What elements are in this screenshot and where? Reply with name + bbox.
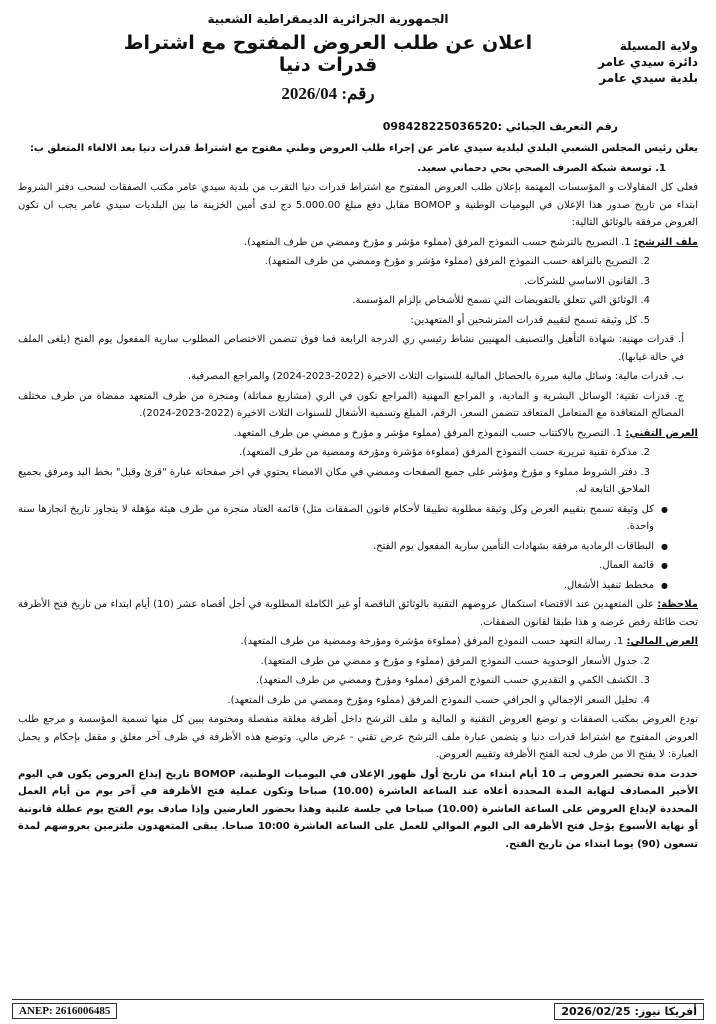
- tax-id: رقم التعريف الجبائي :098428225036520: [382, 120, 618, 133]
- candidature-item-5: 5. كل وثيقة تسمح لتقييم قدرات المترشحين أو المتعهدين:: [410, 314, 650, 326]
- technical-item-2: 2. مذكرة تقنية تبريرية حسب النموذج المرفق (مملوءة مؤشرة ومؤرخة وممضية من طرف المتعهد).: [239, 447, 650, 458]
- intro-text: يعلن رئيس المجلس الشعبي البلدي لبلدية سيدي عامر عن إجراء طلب العروض وطني مفتوح مع اشتراط قدرات دنيا بعد الالغاء المتعلق ب:: [29, 143, 698, 154]
- invitation-text: فعلى كل المقاولات و المؤسسات المهتمة بإعلان طلب العروض المفتوح مع اشتراط قدرات دنيا التقرب من بلدية سيدي عامر مكتب الصفقات لسحب دفتر الشروط ابتداء من تاريخ صدور هذا الإعلان في اليوميات الوطنية و BOMOP مقابل دفع مبلغ 5.000.00 دج لدى أمين الخزينة ما بين البلديات سيدي عامر يجب ان تكون العروض مرفقة بالوثائق التالية:: [18, 182, 698, 228]
- candidature-item-4: 4. الوثائق التي تتعلق بالتفويضات التي تسمح للأشخاص بإلزام المؤسسة.: [352, 295, 650, 306]
- daira-line: دائرة سيدي عامر: [598, 55, 698, 69]
- announcement-title: اعلان عن طلب العروض المفتوح مع اشتراط قدرات دنيا: [123, 32, 533, 76]
- note-label: ملاحظة:: [657, 599, 698, 610]
- header: [18, 8, 698, 140]
- note-text: على المتعهدين عند الاقتضاء استكمال عروضهم التقنية بالوثائق الناقصة أو غير الكاملة المطلوبة في أجل أقصاه عشر (10) أيام ابتداء من تاريخ فتح الأظرفة تحت طائلة رفض عرضه و هذا طبقا لقانون الصفقات.: [18, 599, 698, 628]
- journal-date: أفريكا نيوز: 2026/02/25: [554, 1003, 704, 1020]
- technical-bullet-3: ● قائمة العمال.: [18, 557, 698, 575]
- financial-item-1: 1. رسالة التعهد حسب النموذج المرفق (مملوءة مؤشرة ومؤرخة وممضية من طرف المتعهد).: [240, 636, 624, 647]
- candidature-section: [18, 234, 698, 252]
- technical-section: [18, 425, 698, 443]
- candidature-item-1: 1. التصريح بالترشح حسب النموذج المرفق (مملوء مؤشر و مؤرخ وممضي من طرف المتعهد).: [243, 236, 631, 248]
- reference-number: رقم: 2026/04: [281, 84, 375, 103]
- project-item: 1. توسعة شبكة الصرف الصحي بحي دحماني سعيد.: [417, 162, 666, 174]
- technical-bullet-4: ● مخطط تنفيذ الأشغال.: [18, 577, 698, 595]
- capacity-financial: ب. قدرات مالية: وسائل مالية مبررة بالحصائل المالية للسنوات الثلاث الاخيرة (2022-2023-2024) والمراجع المصرفية.: [187, 371, 684, 382]
- wilaya-line: ولاية المسيلة: [619, 39, 698, 53]
- financial-item-4: 4. تحليل السعر الإجمالي و الجزافي حسب النموذج المرفق (مملوء ومؤرخ وممضي من طرف المتعهد).: [227, 694, 650, 706]
- footer: [12, 999, 704, 1022]
- issuer-block: [568, 38, 698, 86]
- republic-title: الجمهورية الجزائرية الديمقراطية الشعبية: [207, 12, 449, 26]
- technical-label: العرض التقني:: [625, 427, 698, 439]
- technical-bullet-2: ● البطاقات الرمادية مرفقة بشهادات التأمين سارية المفعول يوم الفتح.: [18, 538, 698, 556]
- candidature-label: ملف الترشح:: [633, 236, 698, 248]
- financial-section: [18, 633, 698, 651]
- candidature-item-3: 3. القانون الاساسي للشركات.: [523, 275, 650, 287]
- candidature-item-2: 2. التصريح بالنزاهة حسب النموذج المرفق (مملوء مؤشر و مؤرخ وممضي من طرف المتعهد).: [264, 256, 650, 267]
- timeline-text: حددت مدة تحضير العروض بـ 10 أيام ابتداء من تاريخ أول ظهور الإعلان في اليوميات الوطنية، BOMOP تاريخ إيداع العروض يكون في اليوم الأخير المصادف لنهاية المدة المحددة أعلاه عند الساعة العاشرة (10.00) صباحا وتكون عملية فتح الأظرفة في آخر يوم من أيام العمل المحددة لإيداع العروض على الساعة العاشرة (10.00) صباحا في جلسة علنية وهذا بحضور العارضين وإذا صادف يوم الفتح يوم عطلة قانونية أو نهاية الأسبوع يؤجل فتح الأظرفة الى اليوم الموالي للعمل على الساعة العاشرة 10:00 صباحا. يبقى المتعهدون ملتزمين بعروضهم لمدة تسعون (90) يوما ابتداء من تاريخ الفتح.: [18, 768, 698, 850]
- baladia-line: بلدية سيدي عامر: [599, 71, 698, 85]
- deposit-text: تودع العروض بمكتب الصفقات و توضع العروض التقنية و المالية و ملف الترشح داخل أظرفة مغلقة منفصلة ومختومة يبين كل منها تسمية المؤسسة و مرجع طلب العروض المفتوح مع اشتراط قدرات دنيا و يتضمن عبارة ملف الترشح عرض تقني - عرض مالي. وتوضع هذه الأظرفة في ظرف آخر مغلق و مقفل بإحكام و يحمل العبارة: لا يفتح الا من طرف لجنة الفتح الأظرفة وتقييم العروض.: [18, 714, 698, 760]
- financial-item-3: 3. الكشف الكمي و التقديري حسب النموذج المرفق (مملوء ومؤرخ وممضي من طرف المتعهد).: [256, 675, 650, 686]
- header-center: [98, 8, 558, 104]
- capacity-technical: ج. قدرات تقنية: الوسائل البشرية و المادية، و المراجع المهنية (المراجع تكون في الري (مشاريع مماثلة) ومنجزة من طرف المتعهد ممضاة من طرف مختلف المصالح المتعاقدة مع المتعامل المتعاقد تتضمن السعر، الرقم، المبلغ وتسمية الأشغال للسنوات الثلاث الاخيرة (2022-2023-2024).: [18, 390, 684, 419]
- capacity-professional: أ. قدرات مهنية: شهادة التأهيل والتصنيف المهنيين نشاط رئيسي ري الدرجة الرابعة فما فوق تتضمن الاختصاص المطلوب سارية المفعول يوم الفتح (يلغى الملف في حالة غيابها).: [18, 334, 684, 363]
- note-section: [18, 596, 698, 631]
- technical-bullet-1: ● كل وثيقة تسمح بتقييم العرض وكل وثيقة مطلوبة تطبيقا لأحكام قانون الصفقات مثل) قائمة العتاد منجزة من طرف هيئة مؤهلة لا يتجاوز تاريخ انجازها سنة واحدة.: [18, 501, 698, 536]
- technical-item-1: 1. التصريح بالاكتتاب حسب النموذج المرفق (مملوء مؤشر و مؤرخ و ممضي من طرف المتعهد.: [233, 427, 623, 439]
- financial-label: العرض المالي:: [626, 636, 698, 647]
- anep-number: ANEP: 2616006485: [12, 1003, 117, 1019]
- financial-item-2: 2. جدول الأسعار الوحدوية حسب النموذج المرفق (مملوء و مؤرخ و ممضي من طرف المتعهد).: [260, 655, 650, 667]
- technical-item-3: 3. دفتر الشروط مملوء و مؤرخ ومؤشر على جميع الصفحات وممضي في مكان الامضاء يحتوي في اخر صفحاته عبارة "قرئ وقبل" بخط اليد ومرفق بجميع الملاحق التابعة له.: [18, 466, 650, 495]
- announcement-body: [18, 140, 698, 853]
